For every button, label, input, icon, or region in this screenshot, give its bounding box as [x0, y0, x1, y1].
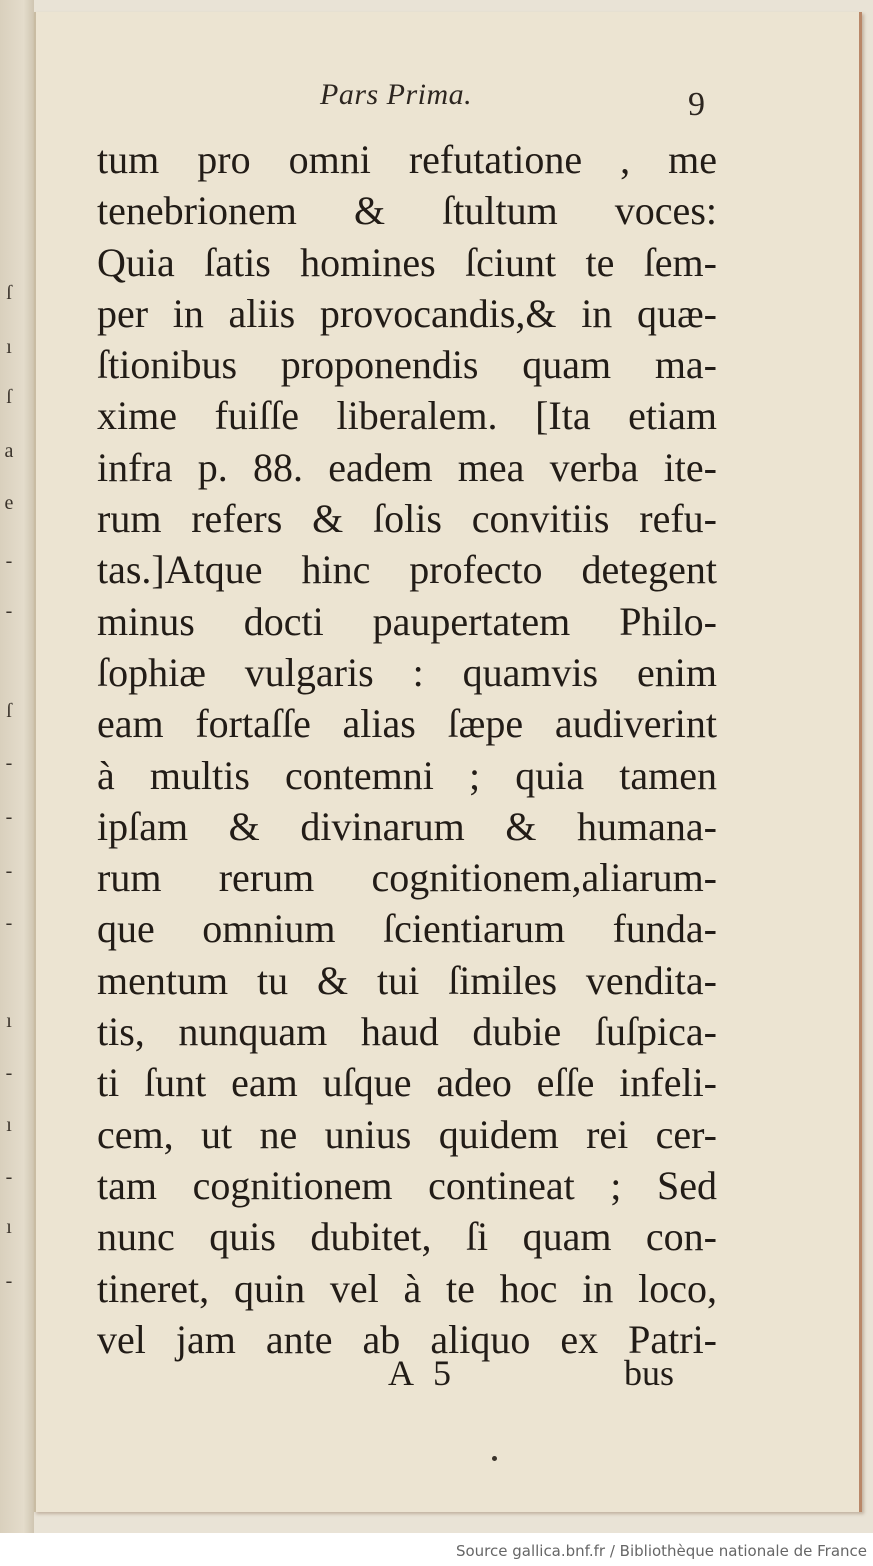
- previous-page-mark: -: [5, 752, 13, 774]
- previous-page-mark: -: [5, 912, 13, 934]
- text-line: tam cognitionem contineat ; Sed: [97, 1162, 717, 1208]
- text-line: rum rerum cognitionem,aliarum-: [97, 855, 717, 901]
- text-line: ipſam & divinarum & humana-: [97, 803, 717, 849]
- text-line: tum pro omni refutatione , me: [97, 137, 717, 182]
- text-line: ſtionibus proponendis quam ma-: [97, 342, 717, 388]
- previous-page-mark: ſ: [6, 282, 12, 304]
- page-edge: [859, 12, 862, 1512]
- text-line: rum refers & ſolis convitiis refu-: [97, 496, 717, 542]
- text-line: ſophiæ vulgaris : quamvis enim: [97, 649, 717, 695]
- text-line: xime fuiſſe liberalem. [Ita etiam: [97, 393, 717, 439]
- previous-page-mark: -: [5, 806, 13, 828]
- previous-page-mark: -: [5, 1062, 13, 1084]
- catchword: bus: [624, 1353, 675, 1393]
- previous-page-mark: ı: [6, 1114, 12, 1136]
- previous-page-mark: a: [4, 440, 14, 462]
- text-line: per in aliis provocandis,& in quæ-: [97, 290, 717, 336]
- text-line: tineret, quin vel à te hoc in loco,: [97, 1265, 717, 1311]
- signature-mark: A 5: [388, 1353, 458, 1393]
- ink-speck: [492, 1456, 497, 1461]
- text-line: eam fortaſſe alias ſæpe audiverint: [97, 701, 717, 747]
- previous-page-mark: -: [5, 1270, 13, 1292]
- previous-page-mark: -: [5, 1166, 13, 1188]
- text-line: vel jam ante ab aliquo ex Patri-: [97, 1316, 717, 1362]
- previous-page-mark: ſ: [6, 386, 12, 408]
- text-line: Quia ſatis homines ſciunt te ſem-: [97, 239, 717, 285]
- previous-page-mark: -: [5, 860, 13, 882]
- previous-page-mark: e: [4, 492, 14, 514]
- previous-page-mark: -: [5, 550, 13, 572]
- previous-page-mark: -: [5, 600, 13, 622]
- text-line: ti ſunt eam uſque adeo eſſe infeli-: [97, 1060, 717, 1106]
- text-line: nunc quis dubitet, ſi quam con-: [97, 1214, 717, 1260]
- text-line: mentum tu & tui ſimiles vendita-: [97, 957, 717, 1003]
- page-number: 9: [688, 86, 705, 123]
- previous-page-mark: ı: [6, 1216, 12, 1238]
- text-line: cem, ut ne unius quidem rei cer-: [97, 1111, 717, 1157]
- running-head: Pars Prima.: [320, 78, 473, 111]
- previous-page-mark: ſ: [6, 700, 12, 722]
- text-line: tenebrionem & ſtultum voces:: [97, 188, 717, 234]
- text-line: minus docti paupertatem Philo-: [97, 598, 717, 644]
- text-line: tas.]Atque hinc profecto detegent: [97, 547, 717, 593]
- previous-page-mark: ı: [6, 336, 12, 358]
- previous-page-edge: [0, 0, 34, 1533]
- source-credit: Source gallica.bnf.fr / Bibliothèque nationale de France: [455, 1542, 867, 1560]
- text-line: que omnium ſcientiarum funda-: [97, 906, 717, 952]
- text-line: tis, nunquam haud dubie ſuſpica-: [97, 1009, 717, 1055]
- body-text: [97, 134, 717, 1365]
- source-footer: [0, 1533, 873, 1566]
- previous-page-mark: ı: [6, 1010, 12, 1032]
- text-line: infra p. 88. eadem mea verba ite-: [97, 444, 717, 490]
- text-line: à multis contemni ; quia tamen: [97, 752, 717, 798]
